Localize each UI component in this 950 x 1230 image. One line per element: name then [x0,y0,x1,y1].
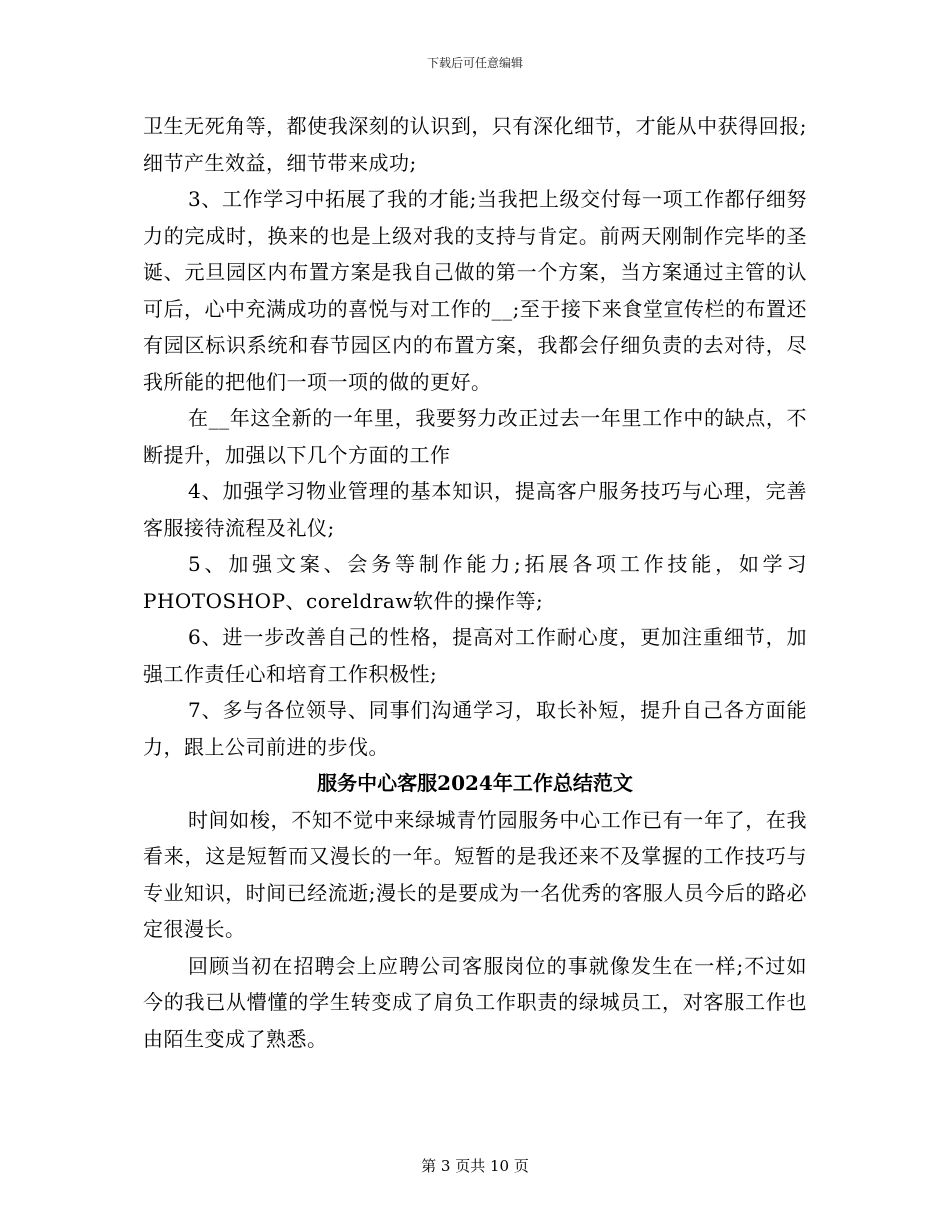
paragraph: 卫生无死角等，都使我深刻的认识到，只有深化细节，才能从中获得回报;细节产生效益，细节带来成功; [143,114,807,175]
document-body [143,108,807,1057]
paragraph: 4、加强学习物业管理的基本知识，提高客户服务技巧与心理，完善客服接待流程及礼仪; [143,479,807,540]
paragraph: 7、多与各位领导、同事们沟通学习，取长补短，提升自己各方面能力，跟上公司前进的步伐。 [143,698,807,759]
paragraph: 5、加强文案、会务等制作能力;拓展各项工作技能，如学习PHOTOSHOP、coreldraw软件的操作等; [143,552,807,613]
page-number-footer: 第 3 页共 10 页 [421,1157,529,1175]
paragraph: 在__年这全新的一年里，我要努力改正过去一年里工作中的缺点，不断提升，加强以下几个方面的工作 [143,406,807,467]
paragraph: 3、工作学习中拓展了我的才能;当我把上级交付每一项工作都仔细努力的完成时，换来的也是上级对我的支持与肯定。前两天刚制作完毕的圣诞、元旦园区内布置方案是我自己做的第一个方案，当方案通过主管的认可后，心中充满成功的喜悦与对工作的__;至于接下来食堂宣传栏的布置还有园区标识系统和春节园区内的布置方案，我都会仔细负责的去对待，尽我所能的把他们一项一项的做的更好。 [143,187,807,394]
paragraph: 时间如梭，不知不觉中来绿城青竹园服务中心工作已有一年了，在我看来，这是短暂而又漫长的一年。短暂的是我还来不及掌握的工作技巧与专业知识，时间已经流逝;漫长的是要成为一名优秀的客服人员今后的路必定很漫长。 [143,807,807,941]
paragraph: 6、进一步改善自己的性格，提高对工作耐心度，更加注重细节，加强工作责任心和培育工作积极性; [143,625,807,686]
section-title: 服务中心客服2024年工作总结范文 [317,771,633,795]
page-header-note: 下载后可任意编辑 [426,56,523,70]
paragraph: 回顾当初在招聘会上应聘公司客服岗位的事就像发生在一样;不过如今的我已从懵懂的学生转变成了肩负工作职责的绿城员工，对客服工作也由陌生变成了熟悉。 [143,953,807,1051]
